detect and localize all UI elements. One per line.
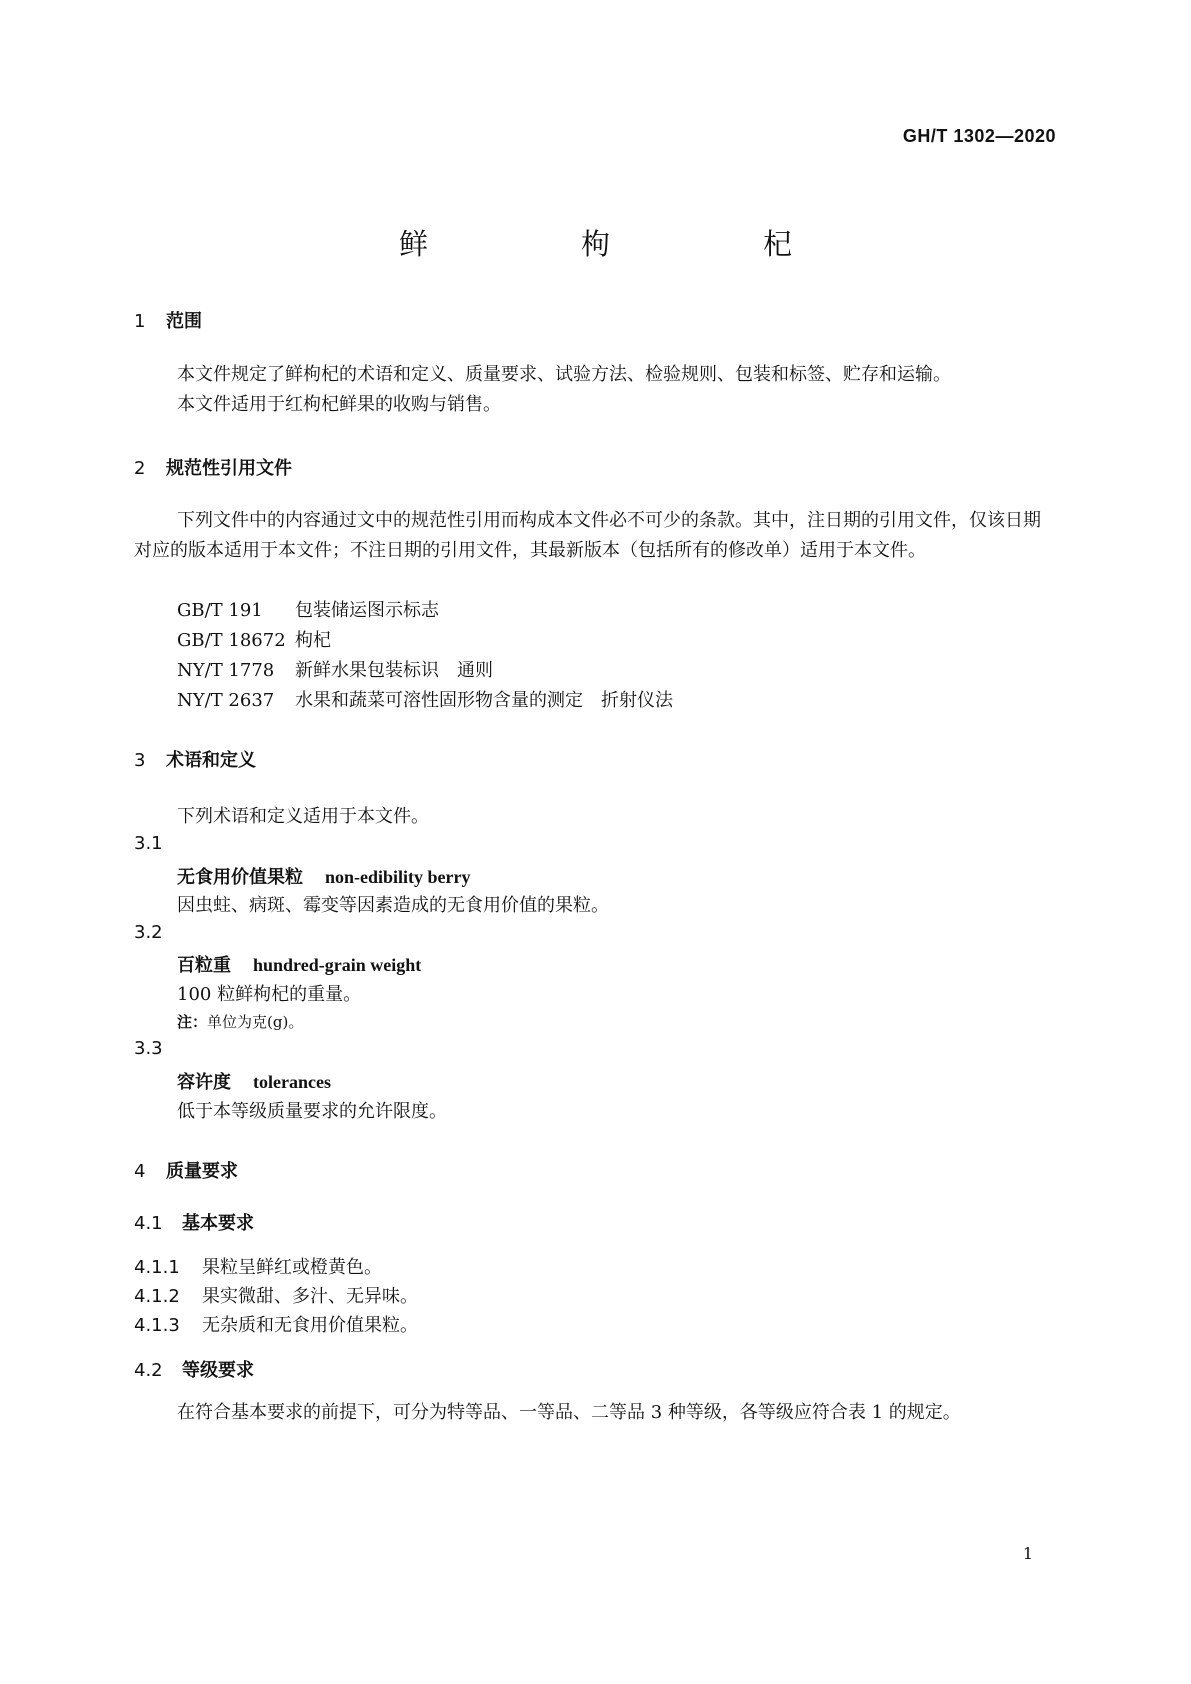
term-en: hundred-grain weight xyxy=(253,955,422,975)
standard-code: GH/T 1302—2020 xyxy=(902,126,1056,146)
reference-code: NY/T 1778 xyxy=(177,660,275,681)
note-label: 注： xyxy=(177,1013,208,1031)
note-text: 单位为克(g)。 xyxy=(207,1013,304,1031)
clause-item xyxy=(134,1282,418,1308)
section-number: 2 xyxy=(134,458,146,479)
section-1-heading xyxy=(134,307,202,333)
clause-text: 果粒呈鲜红或橙黄色。 xyxy=(202,1257,382,1278)
clause-number: 4.1.2 xyxy=(134,1286,180,1307)
section-number: 4 xyxy=(134,1161,146,1182)
reference-title: 枸杞 xyxy=(295,630,331,651)
clause-item xyxy=(134,1311,418,1337)
term-definition: 因虫蛀、病斑、霉变等因素造成的无食用价值的果粒。 xyxy=(177,895,609,916)
reference-title: 水果和蔬菜可溶性固形物含量的测定 折射仪法 xyxy=(295,690,673,711)
section-2-heading xyxy=(134,454,292,480)
subsection-4-1-heading xyxy=(134,1209,254,1235)
term-number: 3.1 xyxy=(134,833,163,854)
term-entry xyxy=(177,951,421,977)
term-entry xyxy=(177,1068,331,1094)
section-4-heading xyxy=(134,1157,238,1183)
page-number: 1 xyxy=(1022,1544,1033,1563)
clause-item xyxy=(134,1253,382,1279)
reference-code: NY/T 2637 xyxy=(177,690,275,711)
paragraph: 本文件规定了鲜枸杞的术语和定义、质量要求、试验方法、检验规则、包装和标签、贮存和运输。 xyxy=(177,364,951,385)
term-entry xyxy=(177,863,471,889)
paragraph: 下列文件中的内容通过文中的规范性引用而构成本文件必不可少的条款。其中，注日期的引用文件，仅该日期对应的版本适用于本文件；不注日期的引用文件，其最新版本（包括所有的修改单）适用于本文件。 xyxy=(134,510,1041,561)
term-definition: 100 粒鲜枸杞的重量。 xyxy=(177,984,362,1005)
subsection-4-2-heading xyxy=(134,1356,254,1382)
clause-number: 4.1.1 xyxy=(134,1257,180,1278)
subsection-title: 基本要求 xyxy=(182,1213,254,1234)
reference-title: 新鲜水果包装标识 通则 xyxy=(295,660,493,681)
subsection-title: 等级要求 xyxy=(182,1360,254,1381)
paragraph: 在符合基本要求的前提下，可分为特等品、一等品、二等品 3 种等级，各等级应符合表 1 的规定。 xyxy=(177,1402,961,1423)
term-en: non-edibility berry xyxy=(325,867,471,887)
section-title: 规范性引用文件 xyxy=(166,458,292,479)
paragraph: 下列术语和定义适用于本文件。 xyxy=(177,806,429,827)
clause-text: 无杂质和无食用价值果粒。 xyxy=(202,1315,418,1336)
section-number: 3 xyxy=(134,750,146,771)
reference-code: GB/T 18672 xyxy=(177,630,286,651)
term-note xyxy=(177,1011,303,1032)
paragraph: 本文件适用于红枸杞鲜果的收购与销售。 xyxy=(177,394,501,415)
reference-item xyxy=(177,686,673,712)
subsection-number: 4.2 xyxy=(134,1360,163,1381)
section-title: 质量要求 xyxy=(166,1161,238,1182)
reference-code: GB/T 191 xyxy=(177,600,263,621)
reference-item xyxy=(177,656,493,682)
section-number: 1 xyxy=(134,311,146,332)
subsection-number: 4.1 xyxy=(134,1213,163,1234)
clause-text: 果实微甜、多汁、无异味。 xyxy=(202,1286,418,1307)
section-title: 术语和定义 xyxy=(166,750,256,771)
term-number: 3.2 xyxy=(134,922,163,943)
document-title: 鲜 枸 杞 xyxy=(398,227,854,261)
term-zh: 百粒重 xyxy=(177,955,231,976)
term-definition: 低于本等级质量要求的允许限度。 xyxy=(177,1101,447,1122)
term-zh: 容许度 xyxy=(177,1072,231,1093)
term-number: 3.3 xyxy=(134,1038,163,1059)
term-en: tolerances xyxy=(253,1072,331,1092)
reference-item xyxy=(177,626,331,652)
section-3-heading xyxy=(134,746,256,772)
clause-number: 4.1.3 xyxy=(134,1315,180,1336)
reference-item xyxy=(177,596,439,622)
reference-title: 包装储运图示标志 xyxy=(295,600,439,621)
section-title: 范围 xyxy=(166,311,202,332)
term-zh: 无食用价值果粒 xyxy=(177,867,303,888)
